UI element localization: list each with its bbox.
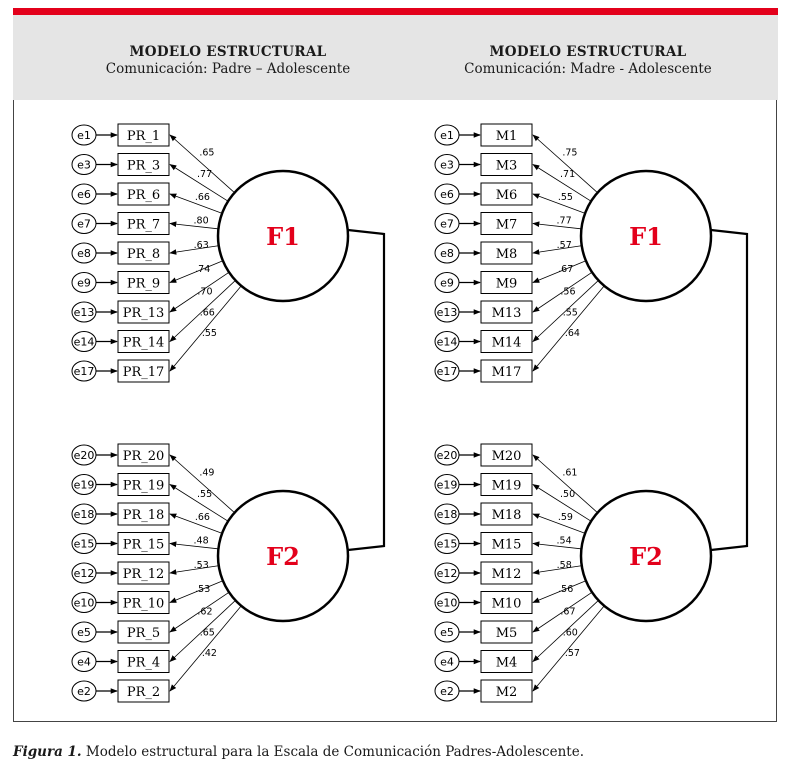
- loading-value: .59: [557, 511, 573, 523]
- loading-value: .48: [193, 535, 209, 547]
- item-label: PR_9: [126, 276, 161, 292]
- error-label: e1: [77, 129, 91, 142]
- item-label: M14: [491, 335, 522, 351]
- item-label: PR_8: [126, 247, 161, 262]
- error-label: e14: [73, 335, 95, 349]
- error-label: e3: [77, 158, 91, 172]
- factor-covariance-bracket: [711, 230, 747, 550]
- error-label: e15: [73, 537, 95, 551]
- factor-label: F1: [266, 222, 300, 251]
- item-label: M10: [491, 596, 522, 612]
- item-label: M19: [491, 478, 522, 494]
- error-label: e14: [436, 335, 458, 349]
- item-label: M15: [491, 537, 522, 553]
- item-label: M3: [495, 158, 518, 174]
- loading-value: .67: [560, 606, 576, 618]
- error-label: e12: [73, 567, 95, 580]
- error-label: e6: [77, 188, 91, 201]
- item-label: PR_19: [122, 478, 165, 494]
- item-label: M2: [495, 685, 518, 700]
- item-label: PR_4: [126, 655, 161, 671]
- error-label: e7: [440, 217, 454, 231]
- loading-value: .65: [199, 627, 215, 639]
- error-label: e9: [77, 276, 91, 290]
- error-label: e15: [436, 537, 458, 551]
- item-label: M8: [495, 247, 518, 262]
- item-label: PR_10: [122, 596, 165, 612]
- error-label: e5: [77, 626, 91, 639]
- item-label: M13: [491, 306, 522, 321]
- item-label: M4: [495, 655, 518, 671]
- loading-value: .66: [194, 511, 210, 523]
- error-label: e13: [73, 306, 95, 319]
- error-label: e4: [77, 655, 91, 669]
- caption-text: Modelo estructural para la Escala de Comunicación Padres-Adolescente.: [81, 744, 584, 760]
- loading-value: .64: [564, 327, 580, 339]
- error-label: e5: [440, 626, 454, 639]
- header-left-subtitle: Comunicación: Padre – Adolescente: [105, 61, 351, 77]
- item-label: PR_1: [126, 129, 161, 144]
- loading-value: .70: [197, 286, 213, 298]
- error-label: e20: [73, 449, 95, 462]
- item-label: PR_20: [122, 449, 165, 464]
- error-label: e4: [440, 655, 454, 669]
- loading-value: .75: [562, 147, 578, 159]
- header-right-title: MODELO ESTRUCTURAL: [489, 44, 687, 60]
- error-label: e6: [440, 188, 454, 201]
- item-label: PR_15: [122, 537, 165, 553]
- item-label: PR_18: [122, 508, 165, 523]
- factor-covariance-bracket: [348, 230, 384, 550]
- loading-value: .56: [560, 286, 576, 298]
- error-label: e2: [440, 685, 454, 698]
- error-label: e13: [436, 306, 458, 319]
- loading-value: .71: [560, 169, 576, 181]
- item-label: M12: [491, 567, 522, 582]
- loading-value: .66: [199, 307, 215, 319]
- error-label: e12: [436, 567, 458, 580]
- item-label: PR_7: [126, 217, 161, 233]
- figure-caption: [13, 744, 584, 760]
- loading-value: .60: [562, 627, 578, 639]
- error-label: e19: [436, 478, 458, 492]
- item-label: PR_13: [122, 306, 165, 321]
- item-label: M17: [491, 365, 522, 380]
- item-label: PR_17: [122, 365, 165, 380]
- loading-value: .77: [197, 169, 213, 181]
- item-label: M6: [495, 188, 518, 203]
- loading-value: .55: [562, 307, 578, 319]
- error-label: e1: [440, 129, 454, 142]
- error-label: e18: [73, 508, 95, 521]
- error-label: e17: [436, 365, 458, 378]
- item-label: M5: [495, 626, 518, 641]
- loading-value: .53: [195, 583, 211, 595]
- item-label: M20: [491, 449, 522, 464]
- loading-value: .57: [564, 647, 580, 659]
- item-label: M7: [495, 217, 518, 233]
- item-label: PR_14: [122, 335, 165, 351]
- error-label: e20: [436, 449, 458, 462]
- loading-value: .77: [556, 215, 572, 227]
- item-label: M18: [491, 508, 522, 523]
- loading-value: .67: [558, 263, 574, 275]
- loading-value: .62: [197, 606, 213, 618]
- loading-value: .58: [556, 560, 572, 572]
- error-label: e19: [73, 478, 95, 492]
- item-label: M1: [495, 129, 518, 144]
- item-label: PR_3: [126, 158, 161, 174]
- error-label: e10: [436, 596, 458, 610]
- factor-label: F2: [266, 542, 300, 571]
- loading-value: .55: [201, 327, 217, 339]
- error-label: e10: [73, 596, 95, 610]
- header-right-subtitle: Comunicación: Madre - Adolescente: [464, 61, 712, 77]
- error-label: e17: [73, 365, 95, 378]
- item-label: PR_6: [126, 188, 161, 203]
- loading-value: .50: [560, 489, 576, 501]
- error-label: e8: [440, 247, 454, 260]
- loading-value: .42: [201, 647, 217, 659]
- factor-label: F2: [629, 542, 663, 571]
- loading-value: .61: [562, 467, 578, 479]
- loading-value: .63: [193, 240, 209, 252]
- error-label: e9: [440, 276, 454, 290]
- item-label: PR_5: [126, 626, 161, 641]
- error-label: e8: [77, 247, 91, 260]
- loading-value: .65: [199, 147, 215, 159]
- loading-value: .55: [557, 191, 573, 203]
- loading-value: .56: [558, 583, 574, 595]
- item-label: PR_12: [122, 567, 165, 582]
- loading-value: .57: [556, 240, 572, 252]
- loading-value: .74: [195, 263, 211, 275]
- item-label: M9: [495, 276, 518, 292]
- error-label: e3: [440, 158, 454, 172]
- error-label: e7: [77, 217, 91, 231]
- loading-value: .55: [197, 489, 213, 501]
- header-left-title: MODELO ESTRUCTURAL: [129, 44, 327, 60]
- loading-value: .54: [556, 535, 572, 547]
- error-label: e18: [436, 508, 458, 521]
- caption-label: Figura 1.: [13, 744, 82, 760]
- loading-value: .49: [199, 467, 215, 479]
- error-label: e2: [77, 685, 91, 698]
- loading-value: .80: [193, 215, 209, 227]
- loading-value: .66: [194, 191, 210, 203]
- loading-value: .53: [193, 560, 209, 572]
- item-label: PR_2: [126, 685, 161, 700]
- factor-label: F1: [629, 222, 663, 251]
